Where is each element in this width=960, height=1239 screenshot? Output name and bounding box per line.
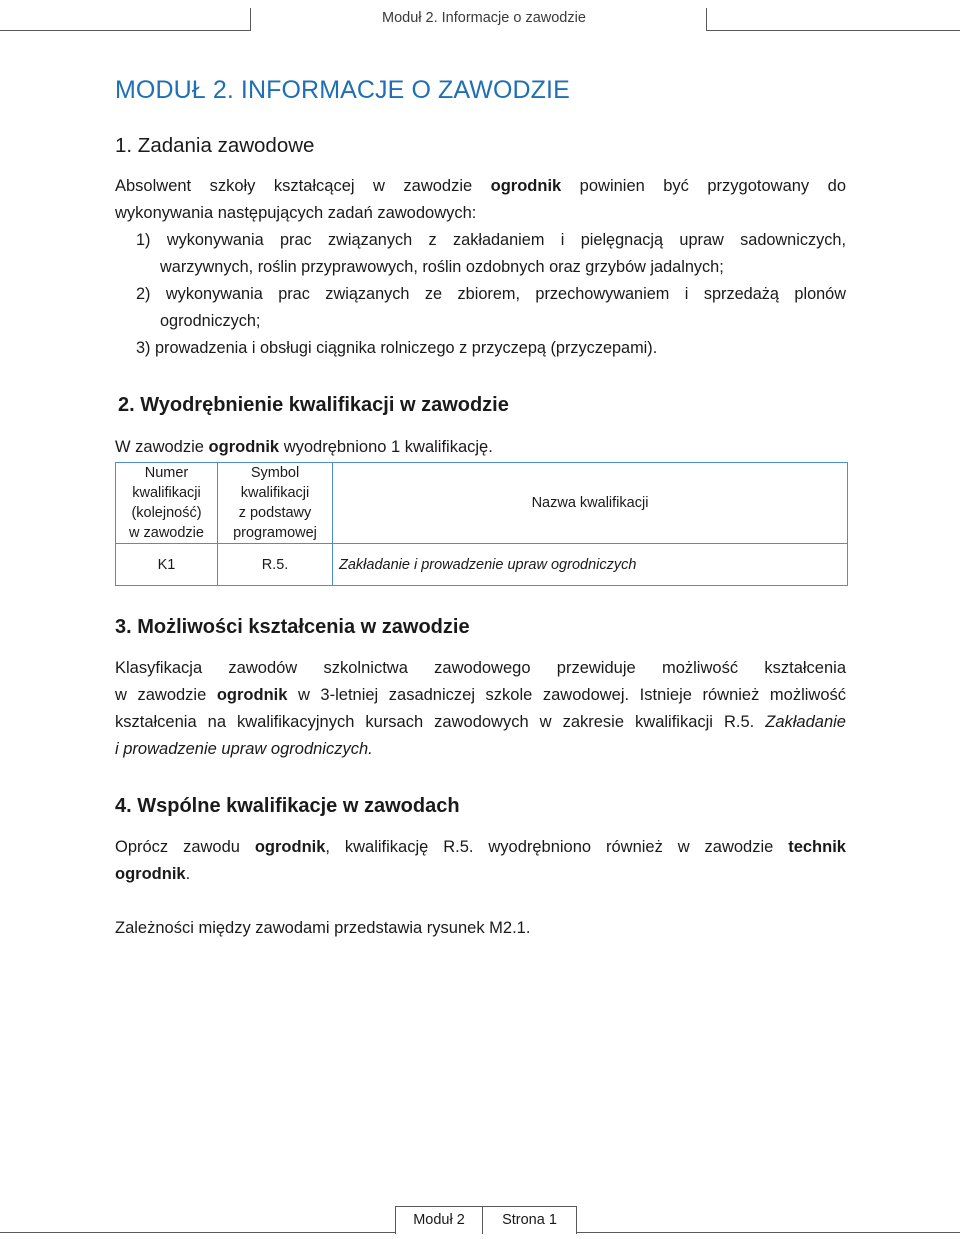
table-header-row <box>116 463 848 544</box>
figure-reference: Zależności między zawodami przedstawia rysunek M2.1. <box>115 919 531 937</box>
running-header: Moduł 2. Informacje o zawodzie <box>382 10 586 26</box>
section-1-heading: 1. Zadania zawodowe <box>115 134 315 157</box>
section-3-text: Klasyfikacja zawodów szkolnictwa zawodowego przewiduje możliwość kształcenia w zawodzie ogrodnik w 3-letniej zasadniczej szkole zawodowej. Istnieje również możliwość kształcenia na kwalifikacyjnych kursach zawodowych w zakresie kwalifikacji R.5. Zakładanie i prowadzenie upraw ogrodniczych. <box>115 659 846 758</box>
task-list-item: 3) prowadzenia i obsługi ciągnika rolniczego z przyczepą (przyczepami). <box>136 339 658 357</box>
header-rule-tick-right <box>706 8 707 31</box>
section-1-intro-line1: Absolwent szkoły kształcącej w zawodzie ogrodnik powinien być przygotowany do <box>115 177 846 195</box>
profession-name: technik <box>788 838 846 856</box>
column-header-symbol: Symbol kwalifikacji z podstawy programowej <box>218 463 333 544</box>
footer-module: Moduł 2 <box>395 1206 483 1234</box>
profession-name: ogrodnik <box>254 838 326 856</box>
column-header-number: Numer kwalifikacji (kolejność) w zawodzie <box>116 463 218 544</box>
section-1-intro-line2: wykonywania następujących zadań zawodowych: <box>115 204 477 222</box>
qualification-name-italic: Zakładanie <box>765 713 846 731</box>
profession-name: ogrodnik <box>490 177 562 195</box>
cell-number: K1 <box>116 544 218 586</box>
header-rule-left <box>0 30 251 31</box>
qualification-name-italic: i prowadzenie upraw ogrodniczych. <box>115 740 373 758</box>
page-title: MODUŁ 2. INFORMACJE O ZAWODZIE <box>115 76 570 104</box>
footer-rule-left <box>0 1232 395 1233</box>
task-list-item: 1) wykonywania prac związanych z zakładaniem i pielęgnacją upraw sadowniczych, warzywnych, roślin przyprawowych, roślin ozdobnych oraz grzybów jadalnych; <box>136 231 846 276</box>
section-2-text: W zawodzie ogrodnik wyodrębniono 1 kwalifikację. <box>115 438 493 456</box>
section-3-heading: 3. Możliwości kształcenia w zawodzie <box>115 616 470 638</box>
table-row <box>116 544 848 586</box>
task-list-item: 2) wykonywania prac związanych ze zbiorem, przechowywaniem i sprzedażą plonów ogrodniczych; <box>136 285 846 330</box>
profession-name: ogrodnik <box>216 686 288 704</box>
header-rule-tick-left <box>250 8 251 31</box>
section-1-intro <box>115 173 846 227</box>
footer-page-number: Strona 1 <box>482 1206 577 1234</box>
profession-name: ogrodnik <box>115 865 186 883</box>
header-rule-right <box>706 30 960 31</box>
profession-name: ogrodnik <box>208 438 280 456</box>
section-4-text: Oprócz zawodu ogrodnik, kwalifikację R.5. wyodrębniono również w zawodzie technik ogrodnik. <box>115 838 846 883</box>
section-2-heading: 2. Wyodrębnienie kwalifikacji w zawodzie <box>118 394 509 416</box>
cell-symbol: R.5. <box>218 544 333 586</box>
column-header-name: Nazwa kwalifikacji <box>333 463 848 544</box>
section-4-heading: 4. Wspólne kwalifikacje w zawodach <box>115 795 460 817</box>
cell-name: Zakładanie i prowadzenie upraw ogrodniczych <box>333 544 848 586</box>
qualifications-table <box>115 462 848 586</box>
footer-rule-right <box>576 1232 960 1233</box>
